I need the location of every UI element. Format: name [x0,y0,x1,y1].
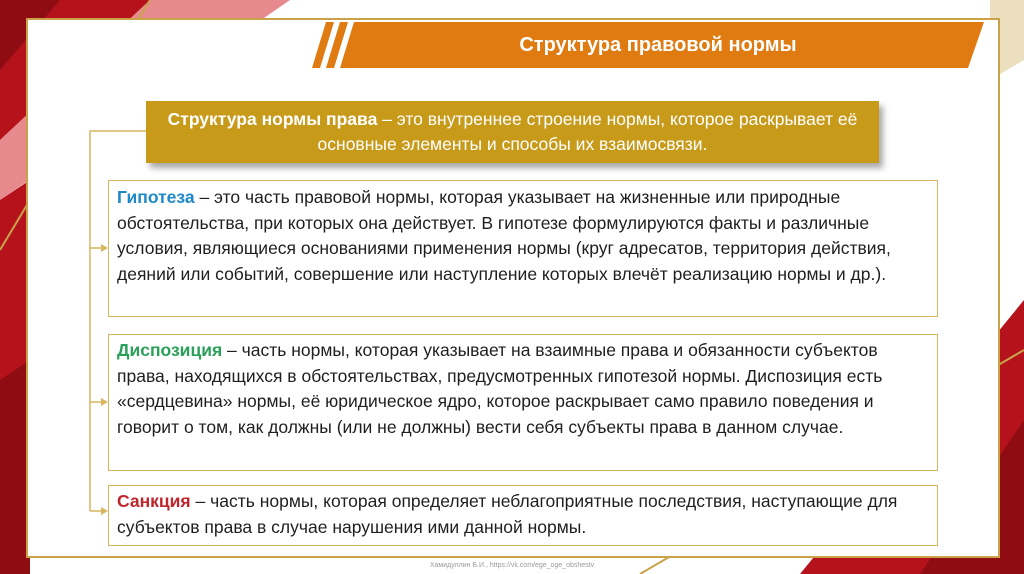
disposition-text: – часть нормы, которая указывает на взаимные права и обязанности субъектов права, находящихся в обстоятельствах, предусмотренных гипотезой нормы. Диспозиция есть «сердцевина» нормы, её юридическое ядро, которое раскрывает само правило поведения и говорит о том, как должны (или не должны) вести себя субъекты права в данном случае. [117,340,883,437]
page-title: Структура правовой нормы [519,33,797,56]
disposition-term: Диспозиция [117,340,223,360]
sanction-text: – часть нормы, которая определяет неблагоприятные последствия, наступающие для субъектов права в случае нарушения ими данной нормы. [117,491,898,537]
definition-text [166,107,859,157]
sanction-card [108,485,938,546]
footer-credit: Хамидуллин Б.И., https://vk.com/ege_oge_obshestv [429,562,595,569]
definition-term: Структура нормы права [167,109,378,129]
hypothesis-card [108,180,938,317]
hypothesis-text: – это часть правовой нормы, которая указывает на жизненные или природные обстоятельства, при которых она действует. В гипотезе формулируются факты и различные условия, являющиеся основаниями применения нормы (круг адресатов, территория действия, деяний или событий, совершение или наступление которых влечёт реализацию нормы и др.). [117,187,891,284]
sanction-term: Санкция [117,491,191,511]
definition-body: – это внутреннее строение нормы, которое раскрывает её основные элементы и способы их взаимосвязи. [317,109,858,154]
title-banner [312,22,984,68]
disposition-card [108,334,938,471]
definition-box [146,101,879,163]
hypothesis-term: Гипотеза [117,187,195,207]
